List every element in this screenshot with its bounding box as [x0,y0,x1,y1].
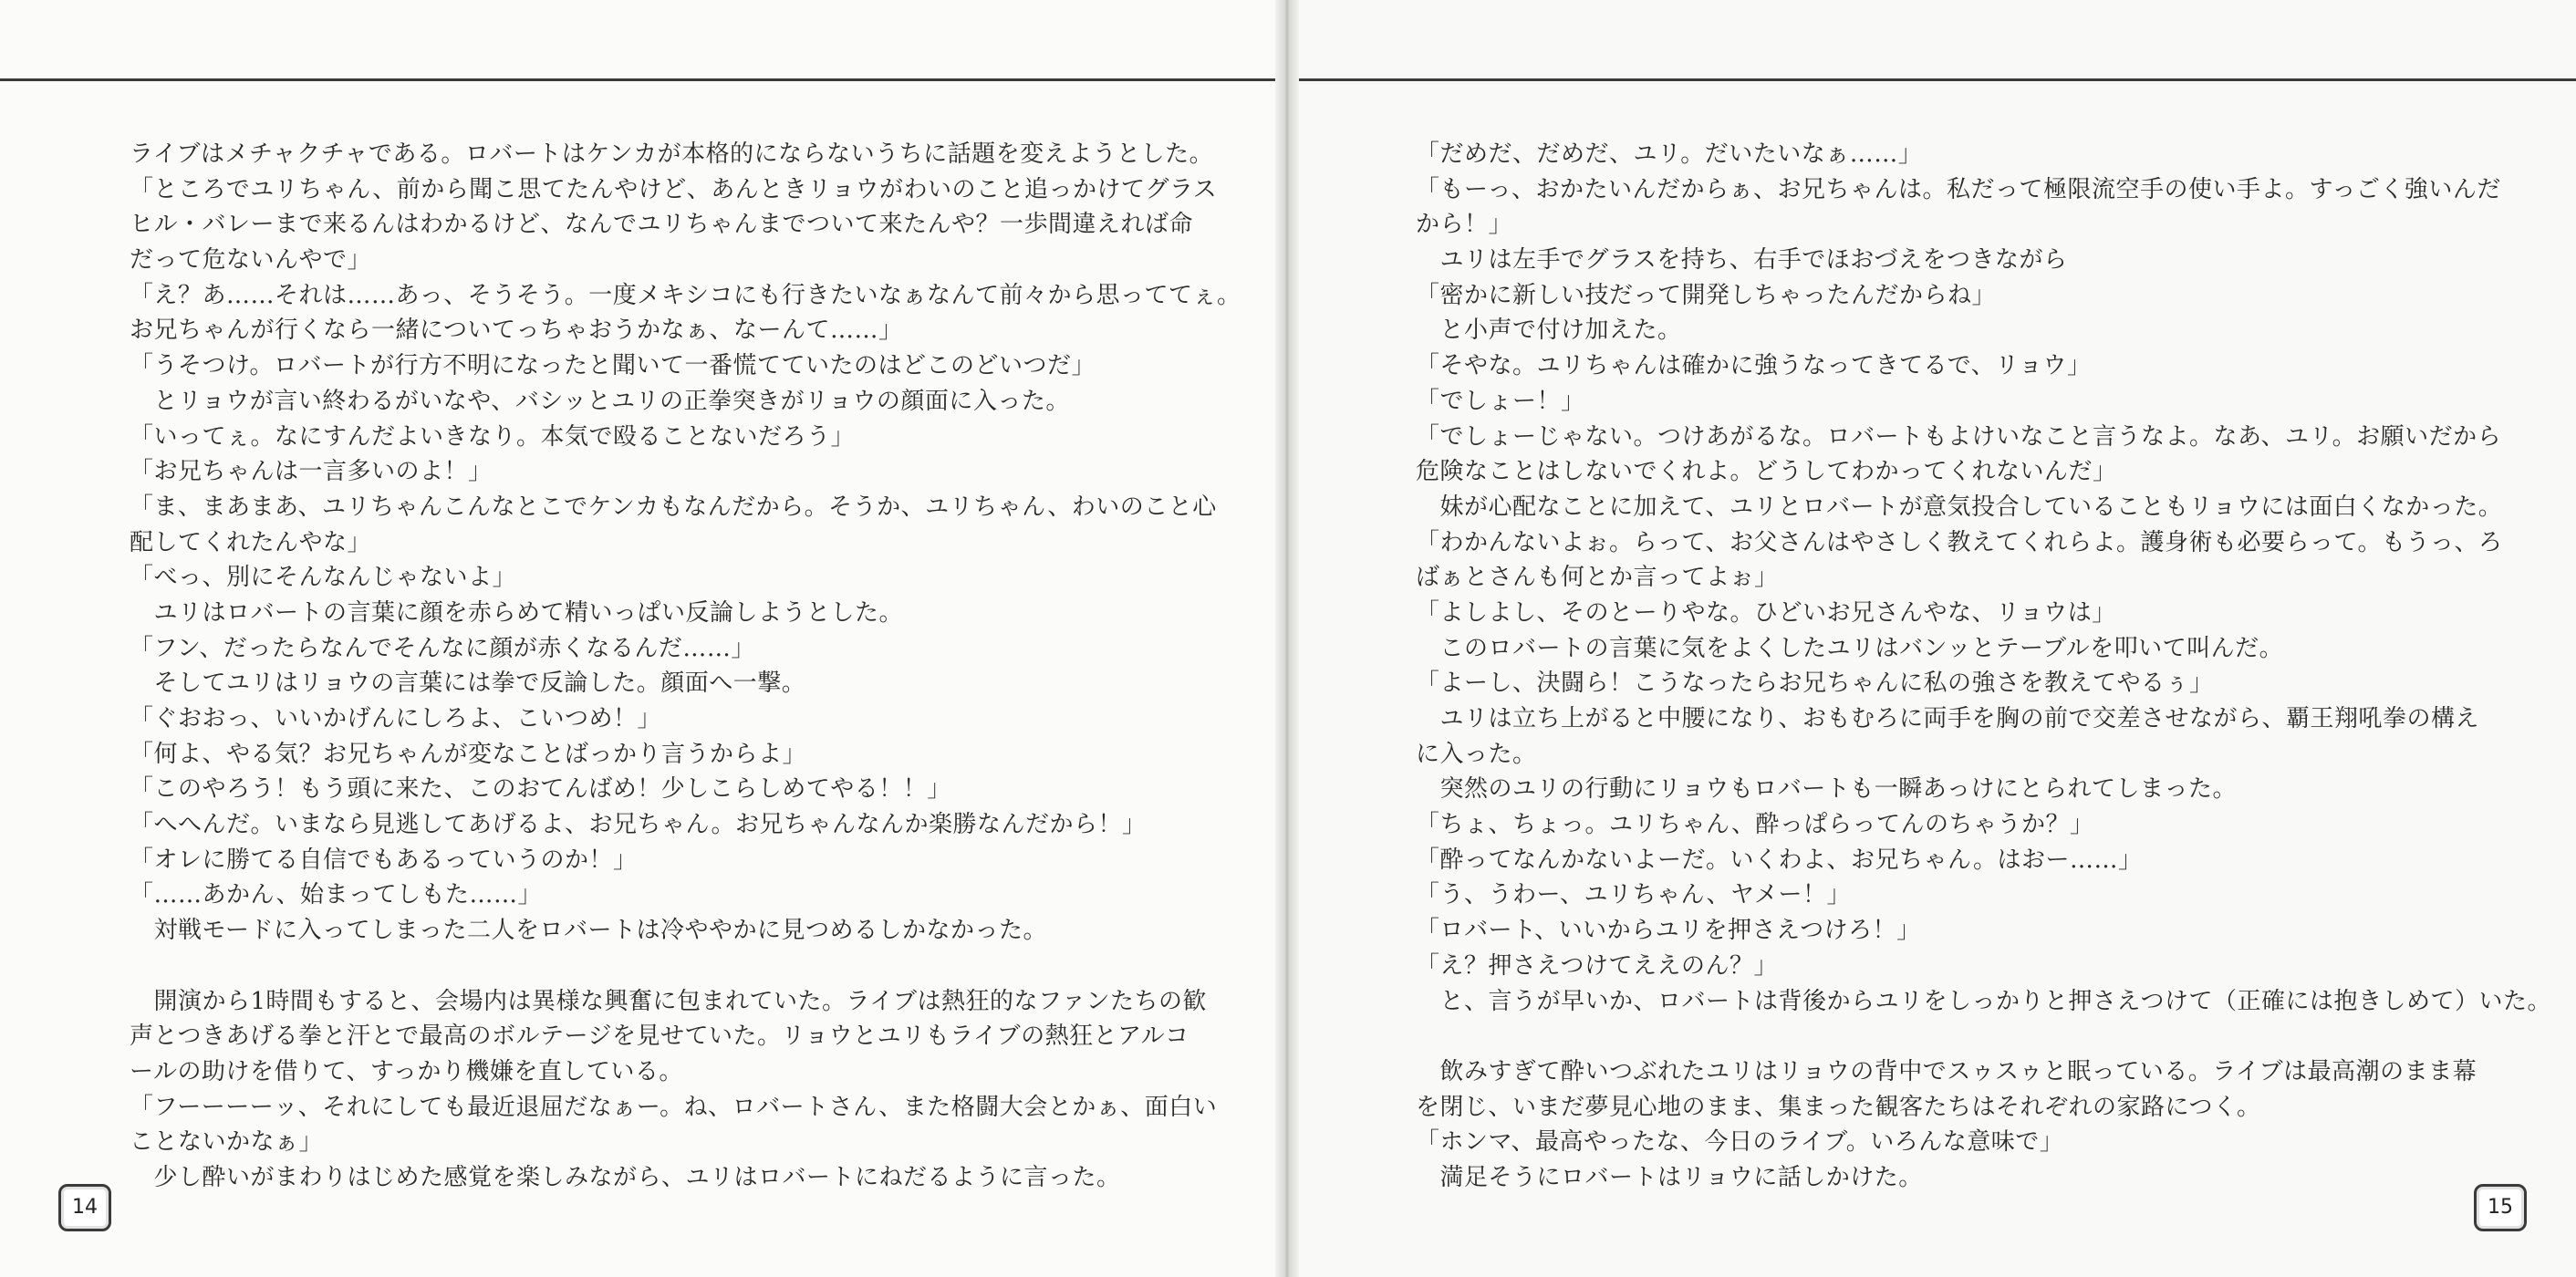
text-line: このロバートの言葉に気をよくしたユリはバンッとテーブルを叩いて叫んだ。 [1416,634,2284,662]
text-line: 開演から1時間もすると、会場内は異様な興奮に包まれていた。ライブは熱狂的なファンたちの歓 [130,987,1207,1015]
text-line: とリョウが言い終わるがいなや、バシッとユリの正拳突きがリョウの顔面に入った。 [130,387,1070,415]
text-line: から！」 [1416,211,1513,239]
text-line: と小声で付け加えた。 [1416,317,1682,345]
left-page [0,0,1284,1277]
text-line: 「よーし、決闘ら！こうなったらお兄ちゃんに私の強さを教えてやるぅ」 [1416,670,2214,698]
text-line: を閉じ、いまだ夢見心地のまま、集まった観客たちはそれぞれの家路につく。 [1416,1093,2261,1121]
text-line: 「わかんないよぉ。らって、お父さんはやさしく教えてくれらよ。護身術も必要らって。もうっ、ろ [1416,528,2503,556]
text-line: 「よしよし、そのとーりやな。ひどいお兄さんやな、リョウは」 [1416,598,2116,627]
text-line: ユリはロバートの言葉に顔を赤らめて精いっぱい反論しようとした。 [130,598,904,627]
text-line: ばぁとさんも何とか言ってよぉ」 [1416,564,1779,592]
text-line: 満足そうにロバートはリョウに話しかけた。 [1416,1163,1923,1191]
text-line: 「うそつけ。ロバートが行方不明になったと聞いて一番慌てていたのはどこのどいつだ」 [130,352,1096,380]
text-line: 「いってぇ。なにすんだよいきなり。本気で殴ることないだろう」 [130,422,856,451]
text-line: 「でしょー！」 [1416,387,1585,415]
book-gutter [1275,0,1299,1277]
text-line: ことないかなぁ」 [130,1128,324,1157]
text-line: 「ところでユリちゃん、前から聞こ思てたんやけど、あんときリョウがわいのこと追っかけてグラス [130,175,1218,203]
text-line: お兄ちゃんが行くなら一緒についてっちゃおうかなぁ、なーんて……」 [130,317,903,345]
text-line: 「……あかん、始まってしもた……」 [130,881,543,909]
text-line: と、言うが早いか、ロバートは背後からユリをしっかりと押さえつけて（正確には抱きしめて）いた。 [1416,987,2551,1015]
text-line: 「だめだ、だめだ、ユリ。だいたいなぁ……」 [1416,140,1923,168]
text-line: ライブはメチャクチャである。ロバートはケンカが本格的にならないうちに話題を変えようとした。 [130,140,1214,168]
text-line: 「そやな。ユリちゃんは確かに強うなってきてるで、リョウ」 [1416,352,2092,380]
text-line: ユリは左手でグラスを持ち、右手でほおづえをつきながら [1416,246,2068,275]
text-line: 「ロバート、いいからユリを押さえつけろ！」 [1416,917,1921,945]
text-line [1416,1019,2551,1054]
left-page-body [130,137,1241,1196]
text-line: 「このやろう！もう頭に来た、このおてんばめ！少しこらしめてやる！！」 [130,775,951,804]
right-page-body [1416,137,2551,1196]
text-line: 「え？あ……それは……あっ、そうそう。一度メキシコにも行きたいなぁなんて前々から思っててぇ。 [130,281,1241,309]
text-line: 配してくれたんやな」 [130,528,372,556]
text-line: 対戦モードに入ってしまった二人をロバートは冷ややかに見つめるしかなかった。 [130,917,1047,945]
text-line: 「でしょーじゃない。つけあがるな。ロバートもよけいなこと言うなよ。なあ、ユリ。お願いだから [1416,422,2502,451]
text-line: そしてユリはリョウの言葉には拳で反論した。顔面へ一撃。 [130,670,806,698]
text-line: 「何よ、やる気？お兄ちゃんが変なことばっかり言うからよ」 [130,740,807,768]
text-line: ユリは立ち上がると中腰になり、おもむろに両手を胸の前で交差させながら、覇王翔吼拳の構え [1416,705,2480,732]
text-line: 「ぐおおっ、いいかげんにしろよ、こいつめ！」 [130,705,662,732]
text-line: 「密かに新しい技だって開発しちゃったんだからね」 [1416,281,1997,309]
text-line: 「お兄ちゃんは一言多いのよ！」 [130,458,493,486]
text-line: 「え？押さえつけてええのん？」 [1416,951,1778,980]
page-number-badge: 15 [2474,1184,2527,1231]
text-line: 突然のユリの行動にリョウもロバートも一瞬あっけにとられてしまった。 [1416,775,2237,804]
text-line: 「う、うわー、ユリちゃん、ヤメー！」 [1416,881,1852,909]
header-rule [1292,78,2576,81]
text-line: 「ま、まあまあ、ユリちゃんこんなとこでケンカもなんだから。そうか、ユリちゃん、わいのこと心 [130,493,1217,521]
text-line: 「もーっ、おかたいんだからぁ、お兄ちゃんは。私だって極限流空手の使い手よ。すっごく強いんだ [1416,175,2501,203]
text-line: 声とつきあげる拳と汗とで最高のボルテージを見せていた。リョウとユリもライブの熱狂とアルコ [130,1023,1189,1051]
text-line: 「ホンマ、最高やったな、今日のライブ。いろんな意味で」 [1416,1128,2064,1157]
page-number-badge: 14 [58,1184,111,1231]
text-line: 危険なことはしないでくれよ。どうしてわかってくれないんだ」 [1416,458,2117,486]
text-line: ールの助けを借りて、すっかり機嫌を直している。 [130,1057,683,1085]
right-page [1292,0,2576,1277]
text-line: 「べっ、別にそんなんじゃないよ」 [130,564,517,592]
text-line: 少し酔いがまわりはじめた感覚を楽しみながら、ユリはロバートにねだるように言った。 [130,1163,1121,1191]
text-line: 妹が心配なことに加えて、ユリとロバートが意気投合していることもリョウには面白くなかった。 [1416,493,2503,521]
text-line: 「酔ってなんかないよーだ。いくわよ、お兄ちゃん。はおー……」 [1416,846,2143,874]
header-rule [0,78,1284,81]
text-line: 「フン、だったらなんでそんなに顔が赤くなるんだ……」 [130,634,755,662]
text-line: ヒル・バレーまで来るんはわかるけど、なんでユリちゃんまでついて来たんや？一歩間違えれば命 [130,211,1194,239]
text-line: 「オレに勝てる自信でもあるっていうのか！」 [130,846,638,874]
text-line [130,949,1241,984]
text-line: に入った。 [1416,740,1537,768]
text-line: 「ちょ、ちょっ。ユリちゃん、酔っぱらってんのちゃうか？」 [1416,811,2094,839]
text-line: 飲みすぎて酔いつぶれたユリはリョウの背中でスゥスゥと眠っている。ライブは最高潮のまま幕 [1416,1057,2477,1085]
text-line: 「フーーーーッ、それにしても最近退屈だなぁー。ね、ロバートさん、また格闘大会とかぁ、面白い [130,1093,1218,1121]
text-line: だって危ないんやで」 [130,246,372,275]
text-line: 「へへんだ。いまなら見逃してあげるよ、お兄ちゃん。お兄ちゃんなんか楽勝なんだから！」 [130,811,1147,839]
